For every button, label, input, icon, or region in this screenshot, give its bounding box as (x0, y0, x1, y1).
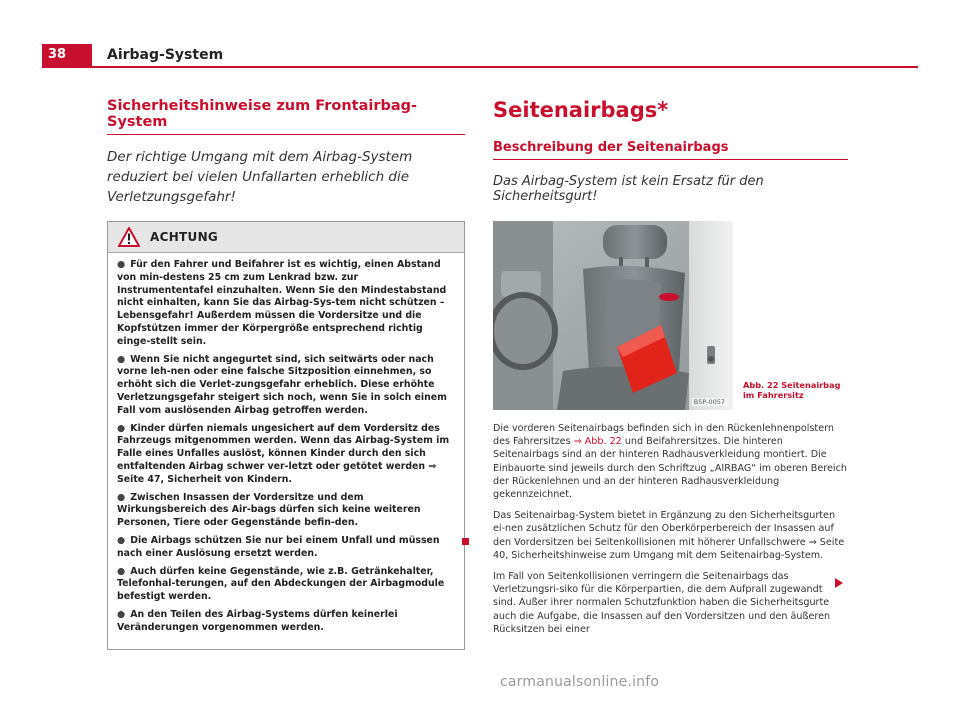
end-of-section-mark (462, 538, 469, 545)
warning-item: ● Kinder dürfen niemals ungesichert auf dem Vordersitz des Fahrzeugs mitgenommen werden. Wenn das Airbag-System im Falle eines Unfalles auslöst, können Kinder durch den sich entfaltenden Airbag schwer ver-letzt oder getötet werden ⇒ Seite 47, Sicherheit von Kindern. (117, 422, 450, 485)
right-column (493, 98, 848, 644)
warning-box (107, 221, 465, 650)
continue-arrow-icon (835, 578, 843, 588)
paragraph: Die vorderen Seitenairbags befinden sich in den Rückenlehnenpolstern des Fahrersitzes ⇒ Abb. 22 und Beifahrersitzes. Die hinteren Seitenairbags sind an der hinteren Radhausverkleidung montiert. Die Einbauorte sind jeweils durch den Schriftzug „AIRBAG“ im oberen Bereich der Rückenlehnen und an der hinteren Radhausverkleidung gekennzeichnet. (493, 423, 847, 501)
seat-airbag-figure (493, 221, 733, 410)
bullet-icon: ● (117, 534, 126, 546)
bullet-icon: ● (117, 259, 126, 270)
warning-item: ● Wenn Sie nicht angegurtet sind, sich seitwärts oder nach vorne leh-nen oder eine falsche Sitzposition einnehmen, so erhöht sich die Verlet-zungsgefahr erheblich. Diese erhöhte Verletzungsgefahr steigert sich noch, wenn Sie in solch einem Fall vom auslösenden Airbag getroffen werden. (117, 353, 447, 416)
warning-triangle-icon (118, 227, 140, 247)
figure-caption: Abb. 22 Seitenairbag im Fahrersitz (743, 380, 841, 400)
section-heading: Sicherheitshinweise zum Frontairbag-System (107, 98, 465, 135)
warning-body (108, 253, 464, 649)
warning-title: ACHTUNG (150, 230, 219, 244)
paragraph: Im Fall von Seitenkollisionen verringern die Seitenairbags das Verletzungsri-siko für die Körperpartien, die dem Aufprall zugewandt sind. Außer ihrer normalen Schutzfunktion haben die Sicherheitsgurte auch die Aufgabe, die Insassen auf den Vordersitzen und den äußeren Rücksitzen bei einer (493, 571, 831, 635)
warning-header (108, 222, 464, 253)
warning-item: ● Zwischen Insassen der Vordersitze und dem Wirkungsbereich des Air-bags dürfen sich keine weiteren Personen, Tiere oder Gegenstände befin-den. (117, 491, 421, 529)
paragraph: Das Seitenairbag-System bietet in Ergänzung zu den Sicherheitsgurten ei-nen zusätzlichen Schutz für den Oberkörperbereich der Insassen auf den Vordersitzen bei Seitenkollisionen mit höherer Unfallschwere ⇒ Seite 40, Sicherheitshinweise zum Umgang mit dem Seitenairbag-System. (493, 510, 845, 561)
sub-heading: Beschreibung der Seitenairbags (493, 140, 848, 160)
page-number: 38 (42, 44, 92, 66)
figure-row (493, 221, 848, 410)
seat-illustration (493, 221, 733, 410)
page-title: Seitenairbags* (493, 98, 669, 122)
warning-item: ● Die Airbags schützen Sie nur bei einem Unfall und müssen nach einer Auslösung ersetzt werden. (117, 534, 440, 559)
warning-item: ● An den Teilen des Airbag-Systems dürfen keinerlei Veränderungen vorgenommen werden. (117, 608, 398, 633)
bullet-icon: ● (117, 353, 126, 365)
warning-item: ● Auch dürfen keine Gegenstände, wie z.B. Getränkehalter, Telefonhal-terungen, auf den Abdeckungen der Airbagmodule befestigt werden. (117, 565, 445, 603)
lead-text-right: Das Airbag-System ist kein Ersatz für den Sicherheitsgurt! (493, 174, 764, 204)
lead-text: Der richtige Umgang mit dem Airbag-System reduziert bei vielen Unfallarten erheblich die Verletzungsgefahr! (107, 149, 413, 205)
warning-item: ● Für den Fahrer und Beifahrer ist es wichtig, einen Abstand von min-destens 25 cm zum Lenkrad bzw. zur Instrumententafel einzuhalten. Wenn Sie den Mindestabstand nicht einhalten, kann Sie das Airbag-Sys-tem nicht schützen – Lebensgefahr! Außerdem müssen die Vordersitze und die Kopfstützen immer der Körpergröße entsprechend richtig einge-stellt sein. (117, 259, 447, 347)
watermark: carmanualsonline.info (500, 674, 660, 690)
figure-reference-link[interactable]: ⇒ Abb. 22 (573, 436, 622, 448)
bullet-icon: ● (117, 565, 126, 577)
chapter-title: Airbag-System (107, 47, 224, 63)
bullet-icon: ● (117, 608, 126, 620)
bullet-icon: ● (117, 491, 126, 503)
figure-code: B5P-0057 (693, 398, 725, 406)
left-column (107, 98, 465, 650)
bullet-icon: ● (117, 422, 126, 434)
